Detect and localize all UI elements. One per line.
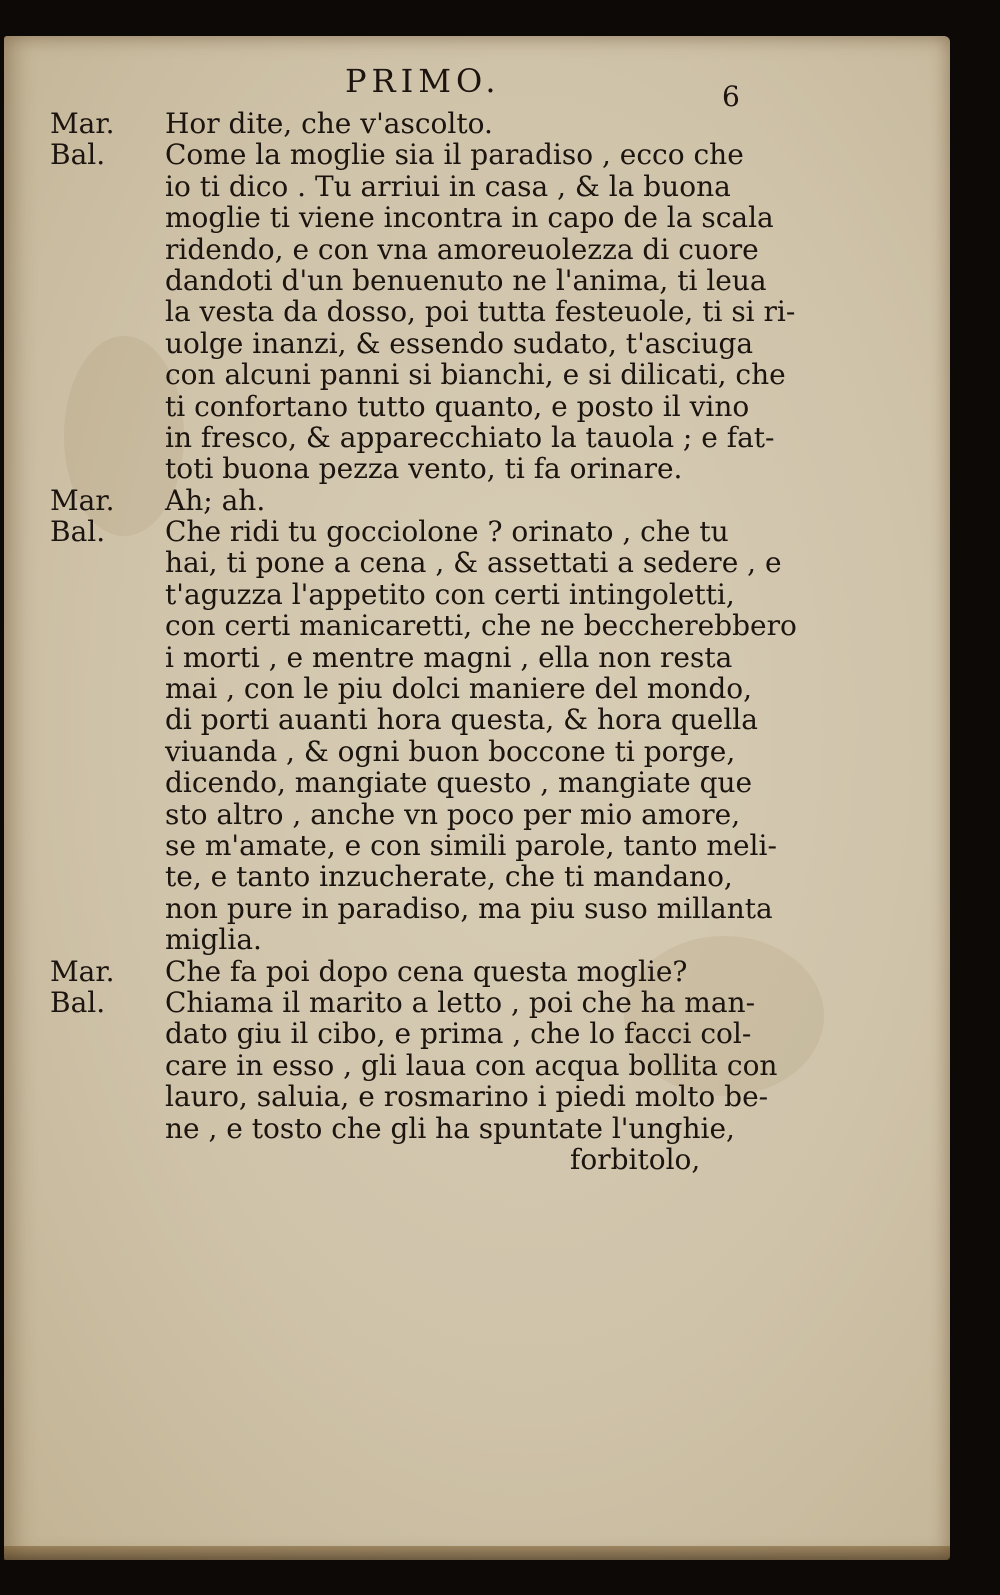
line-text: Che fa poi dopo cena questa moglie?: [165, 954, 688, 988]
text-line: [50, 766, 753, 800]
text-line: [50, 861, 750, 892]
speaker-label: Mar.: [50, 483, 115, 517]
text-line: [50, 736, 750, 767]
line-text: Chiama il marito a letto , poi che ha man-: [165, 985, 756, 1019]
line-text: i morti , e mentre magni , ella non resta: [165, 640, 733, 674]
line-text: hai, ti pone a cena , & assettati a sedere , e: [165, 546, 782, 580]
catchword-line: [50, 1144, 750, 1175]
text-line: [50, 139, 750, 170]
speaker-label: Bal.: [50, 138, 106, 172]
text-line: [50, 828, 777, 862]
text-line: [50, 391, 750, 422]
text-line: [50, 985, 756, 1019]
text-line: [50, 485, 750, 516]
text-line: [50, 295, 796, 329]
line-text: lauro, saluia, e rosmarino i piedi molto be-: [165, 1080, 769, 1114]
text-line: [50, 453, 750, 484]
catchword: forbitolo,: [570, 1142, 701, 1176]
line-text: care in esso , gli laua con acqua bollita con: [165, 1048, 778, 1082]
text-line: [50, 263, 767, 297]
text-line: [50, 171, 750, 202]
page-edge: [4, 1546, 950, 1560]
text-line: [50, 420, 775, 454]
line-text: ne , e tosto che gli ha spuntate l'unghie,: [165, 1111, 735, 1145]
line-text: Ah; ah.: [165, 483, 266, 517]
line-text: con certi manicaretti, che ne beccherebbero: [165, 609, 797, 643]
text-line: [50, 201, 774, 235]
line-text: toti buona pezza vento, ti fa orinare.: [165, 452, 683, 486]
page-number: 6: [722, 80, 740, 113]
line-text: miglia.: [165, 923, 262, 957]
line-text: se m'amate, e con simili parole, tanto meli-: [165, 828, 777, 862]
speaker-label: Bal.: [50, 515, 106, 549]
line-text: dandoti d'un benuenuto ne l'anima, ti leua: [165, 263, 767, 297]
line-text: mai , con le piu dolci maniere del mondo,: [165, 672, 753, 706]
line-text: viuanda , & ogni buon boccone ti porge,: [165, 734, 736, 768]
line-text: in fresco, & apparecchiato la tauola ; e fat-: [165, 420, 775, 454]
text-line: [50, 891, 773, 925]
running-head: PRIMO.: [345, 62, 501, 100]
text-line: [50, 1018, 750, 1049]
dialogue-text: [50, 107, 797, 1176]
line-text: ridendo, e con vna amoreuolezza di cuore: [165, 232, 759, 266]
text-line: [50, 924, 750, 955]
line-text: te, e tanto inzucherate, che ti mandano,: [165, 860, 733, 894]
line-text: dicendo, mangiate questo , mangiate que: [165, 766, 753, 800]
line-text: ti confortano tutto quanto, e posto il vino: [165, 389, 750, 423]
line-text: moglie ti viene incontra in capo de la scala: [165, 201, 774, 235]
text-line: [50, 579, 750, 610]
line-text: Che ridi tu gocciolone ? orinato , che tu: [165, 515, 729, 549]
line-text: sto altro , anche vn poco per mio amore,: [165, 797, 741, 831]
line-text: uolge inanzi, & essendo sudato, t'asciuga: [165, 326, 754, 360]
text-line: [50, 516, 750, 547]
line-text: io ti dico . Tu arriui in casa , & la buona: [165, 169, 731, 203]
line-text: non pure in paradiso, ma piu suso millanta: [165, 891, 773, 925]
text-line: [50, 799, 750, 830]
text-line: [50, 358, 786, 392]
text-line: [50, 546, 782, 580]
line-text: Hor dite, che v'ascolto.: [165, 107, 493, 140]
text-line: [50, 326, 754, 360]
text-line: [50, 672, 753, 706]
speaker-label: Mar.: [50, 954, 115, 988]
text-line: [50, 642, 750, 673]
text-line: [50, 232, 759, 266]
text-line: [50, 609, 797, 643]
text-line: [50, 956, 750, 987]
text-line: [50, 703, 758, 737]
speaker-label: Mar.: [50, 107, 115, 140]
text-line: [50, 1113, 750, 1144]
speaker-label: Bal.: [50, 985, 106, 1019]
line-text: t'aguzza l'appetito con certi intingoletti,: [165, 577, 735, 611]
text-line: [50, 1048, 778, 1082]
line-text: di porti auanti hora questa, & hora quella: [165, 703, 758, 737]
line-text: dato giu il cibo, e prima , che lo facci col-: [165, 1017, 752, 1051]
line-text: la vesta da dosso, poi tutta festeuole, ti si ri-: [165, 295, 796, 329]
line-text: Come la moglie sia il paradiso , ecco che: [165, 138, 744, 172]
line-text: con alcuni panni si bianchi, e si dilicati, che: [165, 358, 786, 392]
text-line: [50, 1080, 769, 1114]
text-line: [50, 108, 750, 139]
